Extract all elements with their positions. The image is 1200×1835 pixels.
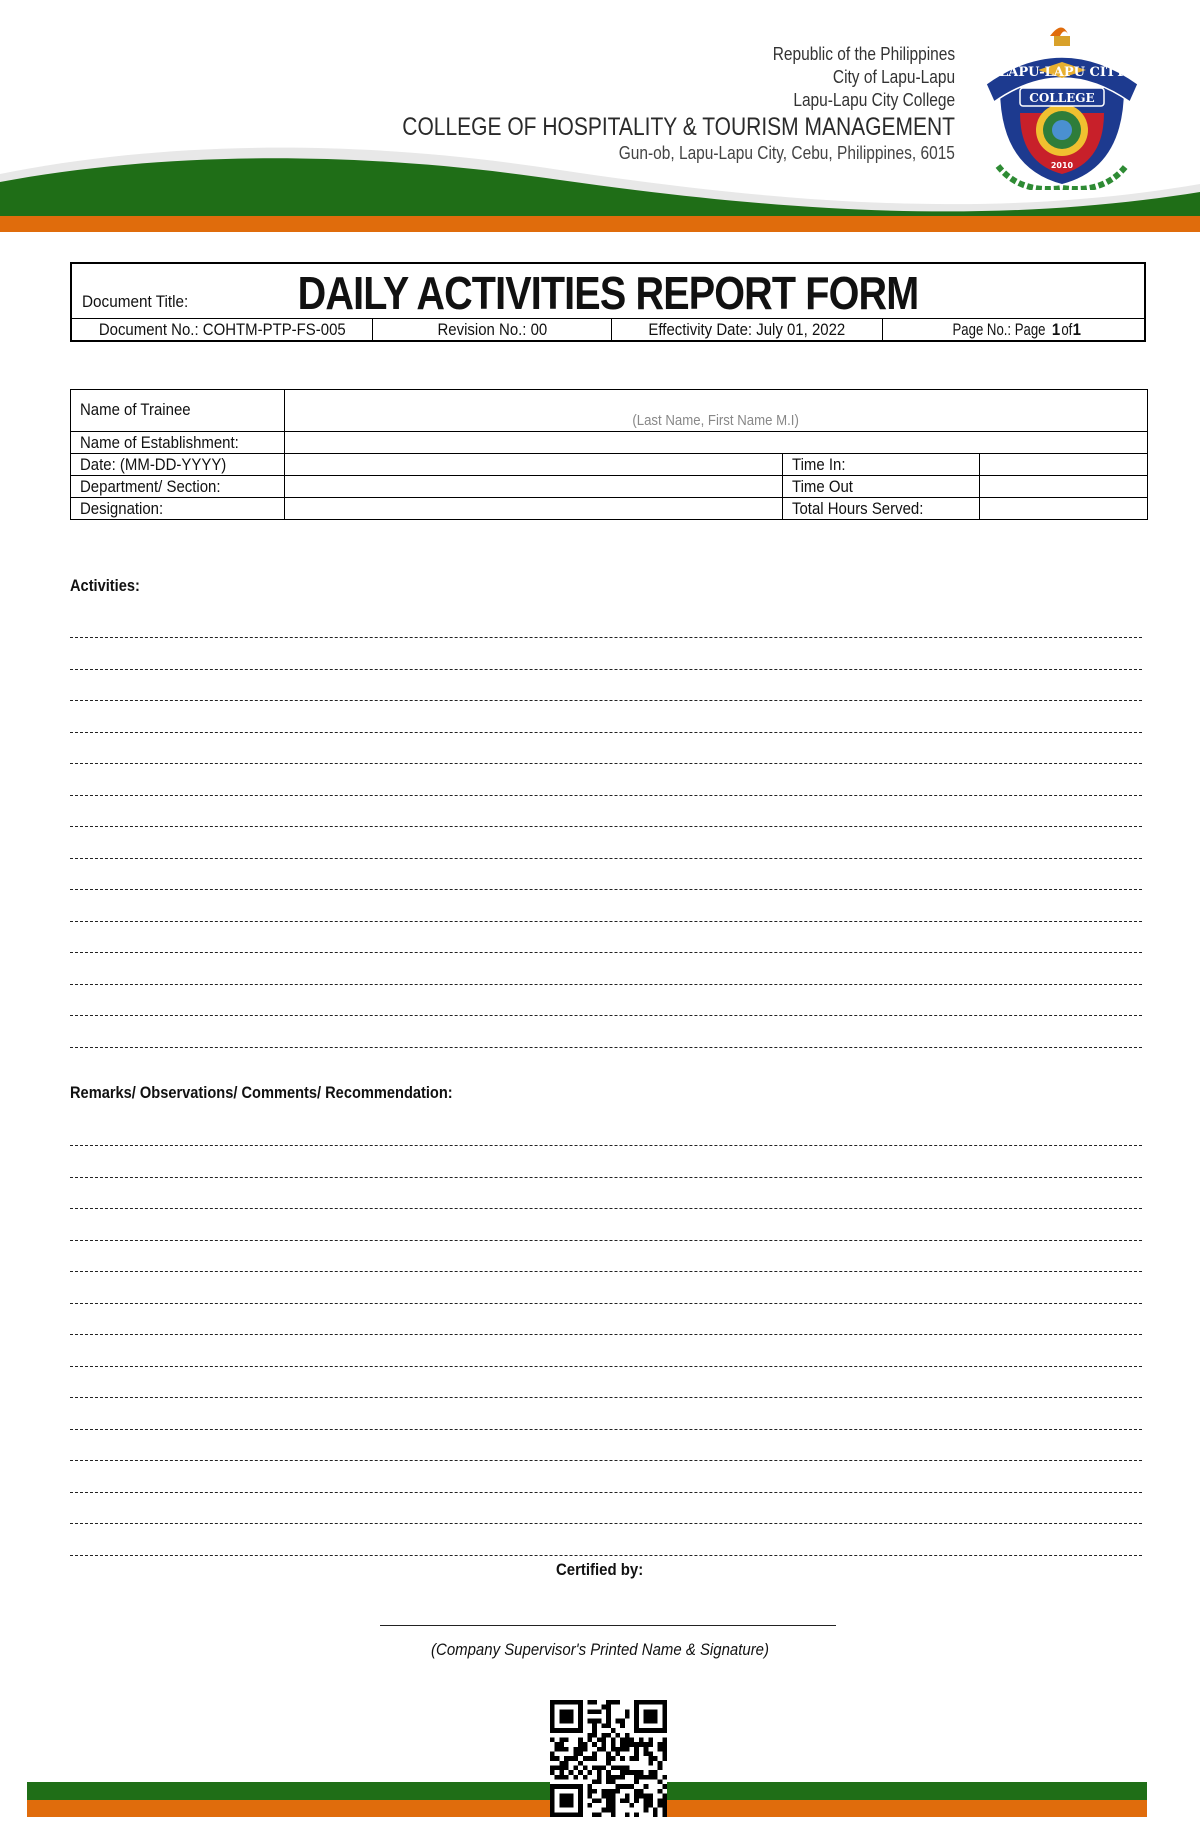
writing-line (70, 1047, 1142, 1048)
writing-line (70, 795, 1142, 796)
header-country: Republic of the Philippines (772, 44, 955, 64)
time-in-field[interactable] (979, 454, 1147, 476)
document-title-table (70, 262, 1146, 342)
department-field[interactable] (285, 476, 782, 498)
document-title: DAILY ACTIVITIES REPORT FORM (297, 267, 919, 319)
certified-by-label: Certified by: (556, 1560, 644, 1579)
writing-line (70, 1145, 1142, 1146)
trainee-name-hint: (Last Name, First Name M.I) (632, 412, 800, 429)
department-label: Department/ Section: (80, 476, 221, 496)
total-hours-label: Total Hours Served: (791, 498, 924, 518)
writing-line (70, 858, 1142, 859)
supervisor-signature-line[interactable] (380, 1625, 836, 1626)
designation-field[interactable] (285, 498, 782, 520)
writing-line (70, 1271, 1142, 1272)
writing-line (70, 732, 1142, 733)
writing-line (70, 952, 1142, 953)
writing-line (70, 1523, 1142, 1524)
writing-line (70, 637, 1142, 638)
writing-line (70, 1555, 1142, 1556)
writing-line (70, 700, 1142, 701)
writing-line (70, 1015, 1142, 1016)
writing-line (70, 889, 1142, 890)
time-in-label: Time In: (791, 454, 846, 474)
writing-line (70, 1492, 1142, 1493)
revision-number: Revision No.: 00 (437, 320, 547, 339)
logo-text-top: LAPU-LAPU CITY (999, 65, 1125, 80)
logo-text-college: COLLEGE (1029, 91, 1095, 105)
header-college-name: COLLEGE OF HOSPITALITY & TOURISM MANAGEMENT (402, 113, 955, 141)
writing-line (70, 1303, 1142, 1304)
writing-line (70, 1429, 1142, 1430)
designation-label: Designation: (80, 498, 164, 518)
establishment-field[interactable] (285, 432, 1148, 454)
date-label: Date: (MM-DD-YYYY) (80, 454, 227, 474)
writing-line (70, 1208, 1142, 1209)
trainee-info-table (70, 389, 1148, 520)
document-title-label: Document Title: (82, 292, 189, 311)
time-out-field[interactable] (979, 476, 1147, 498)
writing-line (70, 921, 1142, 922)
activities-label: Activities: (70, 576, 140, 595)
writing-line (70, 1397, 1142, 1398)
writing-line (70, 1366, 1142, 1367)
writing-line (70, 1460, 1142, 1461)
header-address: Gun-ob, Lapu-Lapu City, Cebu, Philippines, 6015 (618, 143, 955, 163)
writing-line (70, 1240, 1142, 1241)
remarks-label: Remarks/ Observations/ Comments/ Recommendation: (70, 1083, 453, 1102)
writing-line (70, 984, 1142, 985)
trainee-name-field[interactable] (285, 390, 1148, 432)
establishment-label: Name of Establishment: (80, 432, 239, 452)
writing-line (70, 763, 1142, 764)
header-city: City of Lapu-Lapu (832, 67, 955, 87)
page-number: Page No.: Page1of1 (952, 320, 1081, 339)
college-logo (980, 18, 1145, 190)
writing-line (70, 1334, 1142, 1335)
logo-year: 2010 (1050, 161, 1074, 170)
writing-line (70, 826, 1142, 827)
qr-code (550, 1700, 667, 1817)
total-hours-field[interactable] (979, 498, 1147, 520)
document-number: Document No.: COHTM-PTP-FS-005 (98, 320, 346, 339)
effectivity-date: Effectivity Date: July 01, 2022 (648, 320, 846, 339)
header-school: Lapu-Lapu City College (793, 90, 955, 110)
writing-line (70, 669, 1142, 670)
supervisor-signature-caption: (Company Supervisor's Printed Name & Signature) (431, 1640, 769, 1659)
date-field[interactable] (285, 454, 782, 476)
trainee-name-label: Name of Trainee (80, 400, 191, 419)
writing-line (70, 1177, 1142, 1178)
time-out-label: Time Out (791, 476, 853, 496)
